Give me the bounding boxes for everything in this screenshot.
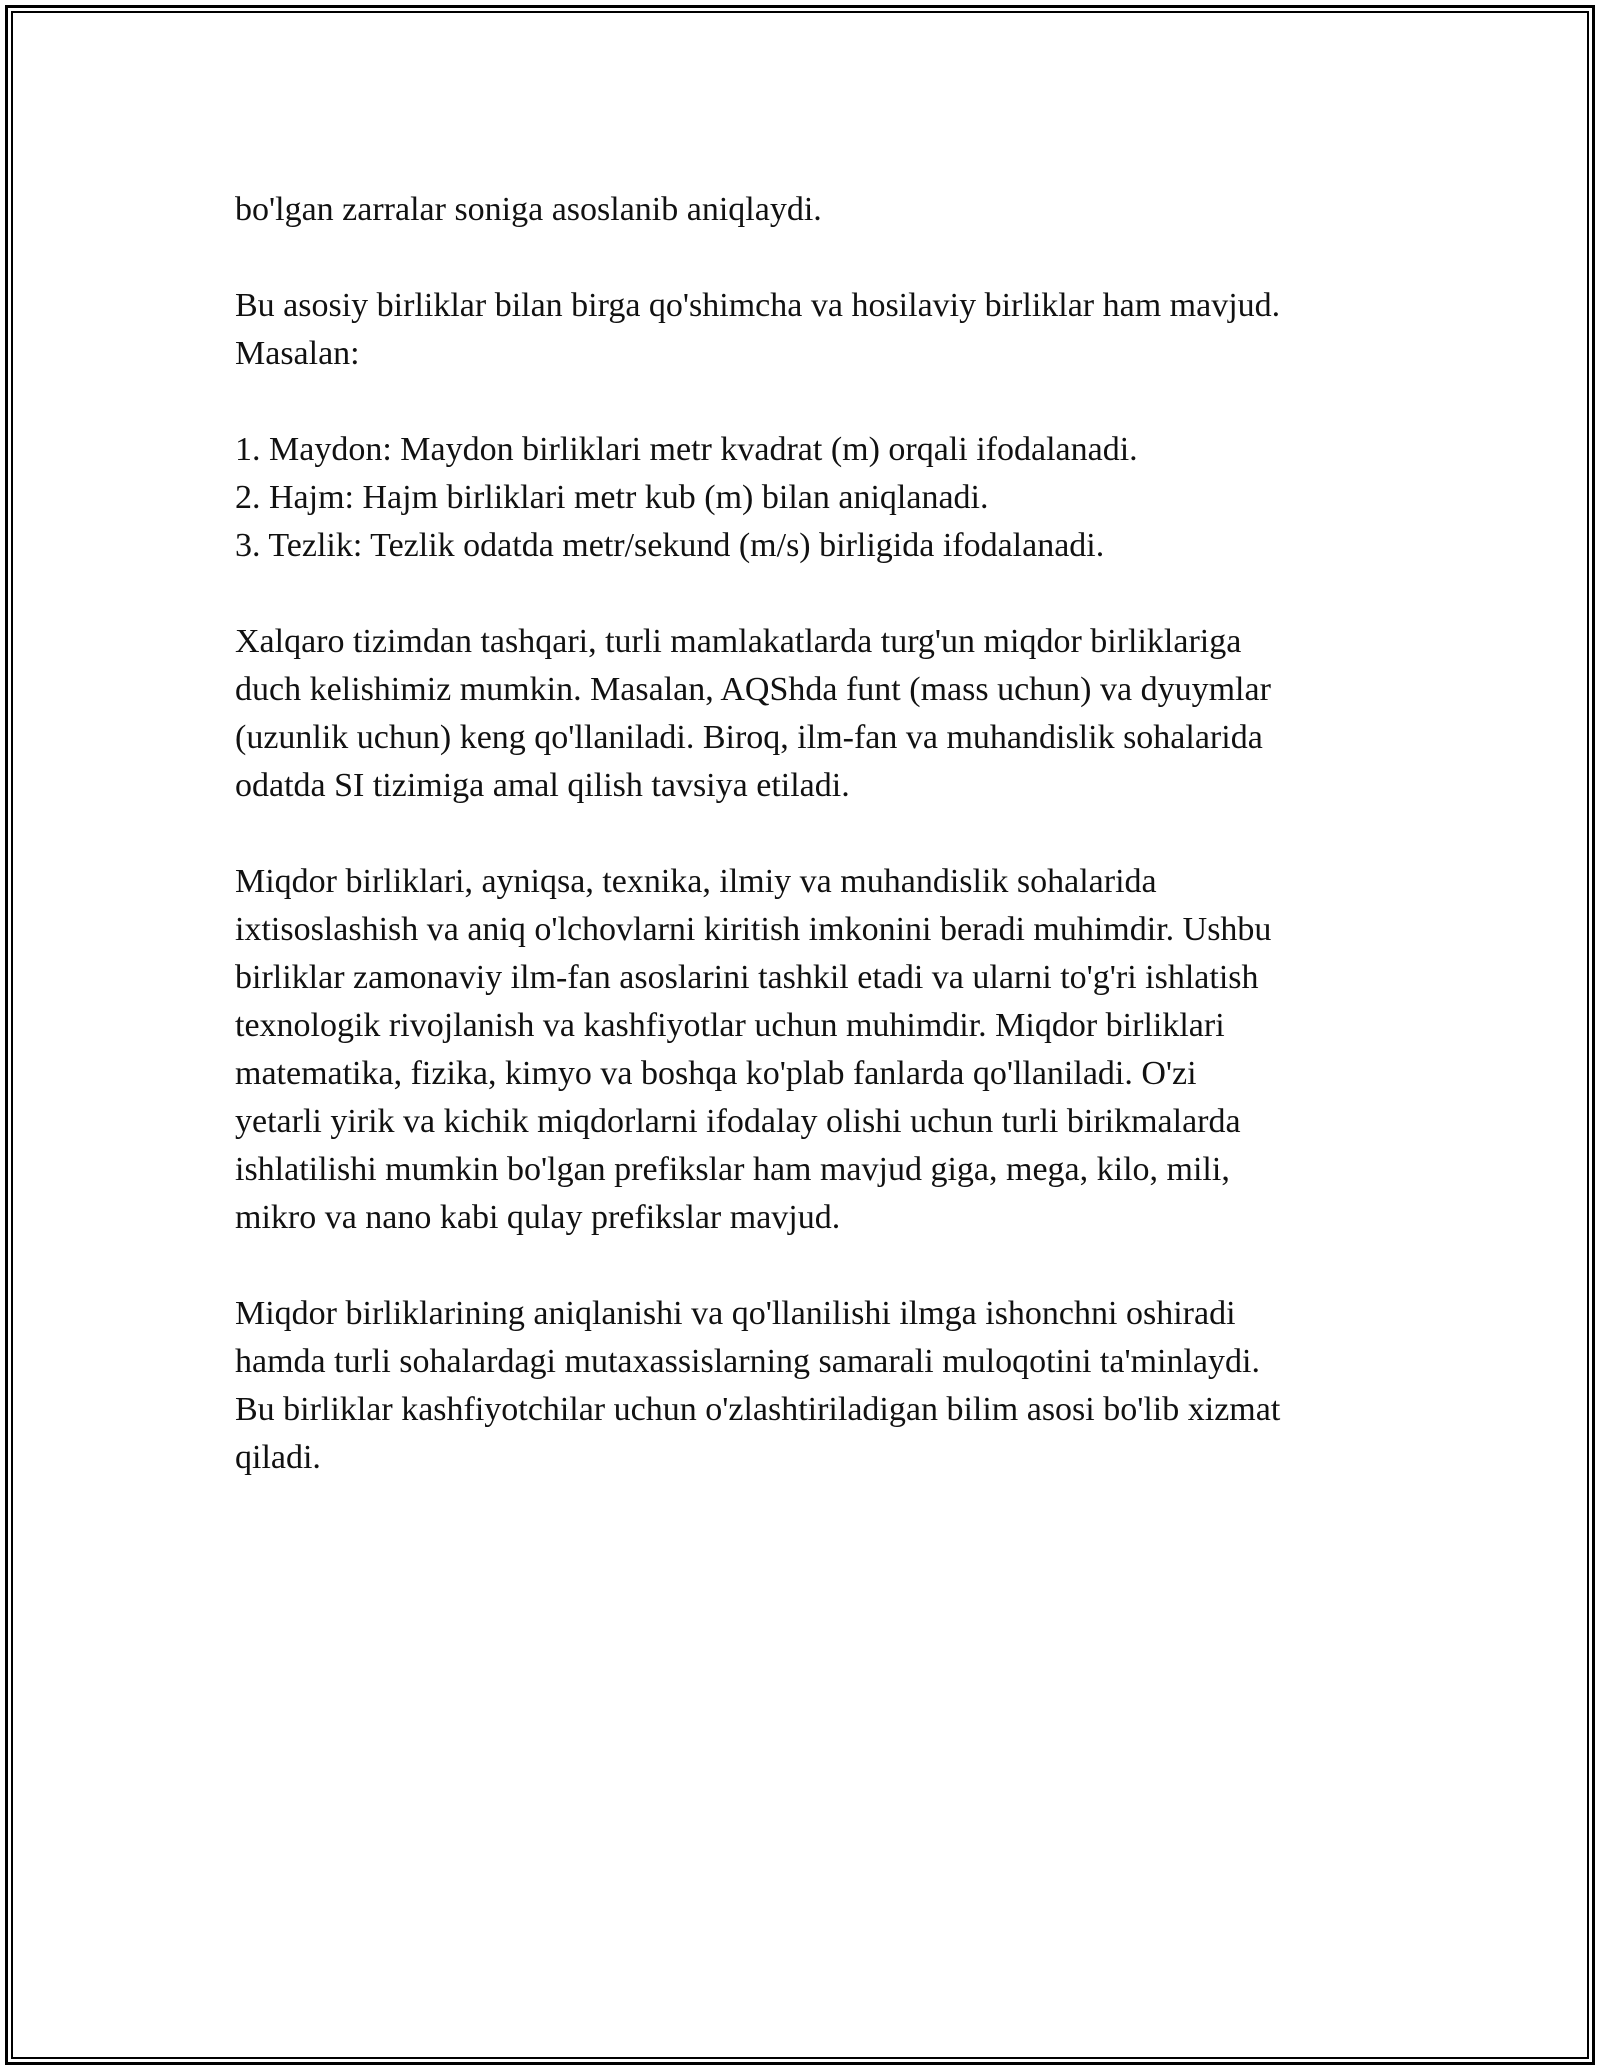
text-line: mikro va nano kabi qulay prefikslar mavjud. [235, 1199, 841, 1236]
list-item: 1. Maydon: Maydon birliklari metr kvadrat (m) orqali ifodalanadi. [235, 431, 1138, 468]
list-item: 2. Hajm: Hajm birliklari metr kub (m) bilan aniqlanadi. [235, 479, 989, 516]
text-line: bo'lgan zarralar soniga asoslanib aniqlaydi. [235, 191, 822, 228]
text-line: yetarli yirik va kichik miqdorlarni ifodalay olishi uchun turli birikmalarda [235, 1103, 1241, 1140]
paragraph-2 [235, 282, 1375, 378]
paragraph-1 [235, 186, 1375, 234]
text-line: qiladi. [235, 1439, 321, 1476]
text-line: Xalqaro tizimdan tashqari, turli mamlakatlarda turg'un miqdor birliklariga [235, 623, 1242, 660]
text-line: Masalan: [235, 335, 360, 372]
text-line: hamda turli sohalardagi mutaxassislarning samarali muloqotini ta'minlaydi. [235, 1343, 1260, 1380]
paragraph-6 [235, 1290, 1375, 1482]
paragraph-4 [235, 618, 1375, 810]
list-item: 3. Tezlik: Tezlik odatda metr/sekund (m/s) birligida ifodalanadi. [235, 527, 1105, 564]
text-line: duch kelishimiz mumkin. Masalan, AQShda funt (mass uchun) va dyuymlar [235, 671, 1271, 708]
text-line: (uzunlik uchun) keng qo'llaniladi. Biroq, ilm-fan va muhandislik sohalarida [235, 719, 1263, 756]
text-line: Bu asosiy birliklar bilan birga qo'shimcha va hosilaviy birliklar ham mavjud. [235, 287, 1281, 324]
document-body [235, 186, 1375, 1530]
text-line: Miqdor birliklarining aniqlanishi va qo'llanilishi ilmga ishonchni oshiradi [235, 1295, 1236, 1332]
text-line: ixtisoslashish va aniq o'lchovlarni kiritish imkonini beradi muhimdir. Ushbu [235, 911, 1272, 948]
text-line: odatda SI tizimiga amal qilish tavsiya etiladi. [235, 767, 850, 804]
text-line: Bu birliklar kashfiyotchilar uchun o'zlashtiriladigan bilim asosi bo'lib xizmat [235, 1391, 1281, 1428]
paragraph-3-list [235, 426, 1375, 570]
paragraph-5 [235, 858, 1375, 1242]
text-line: ishlatilishi mumkin bo'lgan prefikslar ham mavjud giga, mega, kilo, mili, [235, 1151, 1230, 1188]
text-line: birliklar zamonaviy ilm-fan asoslarini tashkil etadi va ularni to'g'ri ishlatish [235, 959, 1259, 996]
text-line: texnologik rivojlanish va kashfiyotlar uchun muhimdir. Miqdor birliklari [235, 1007, 1225, 1044]
text-line: matematika, fizika, kimyo va boshqa ko'plab fanlarda qo'llaniladi. O'zi [235, 1055, 1197, 1092]
text-line: Miqdor birliklari, ayniqsa, texnika, ilmiy va muhandislik sohalarida [235, 863, 1157, 900]
